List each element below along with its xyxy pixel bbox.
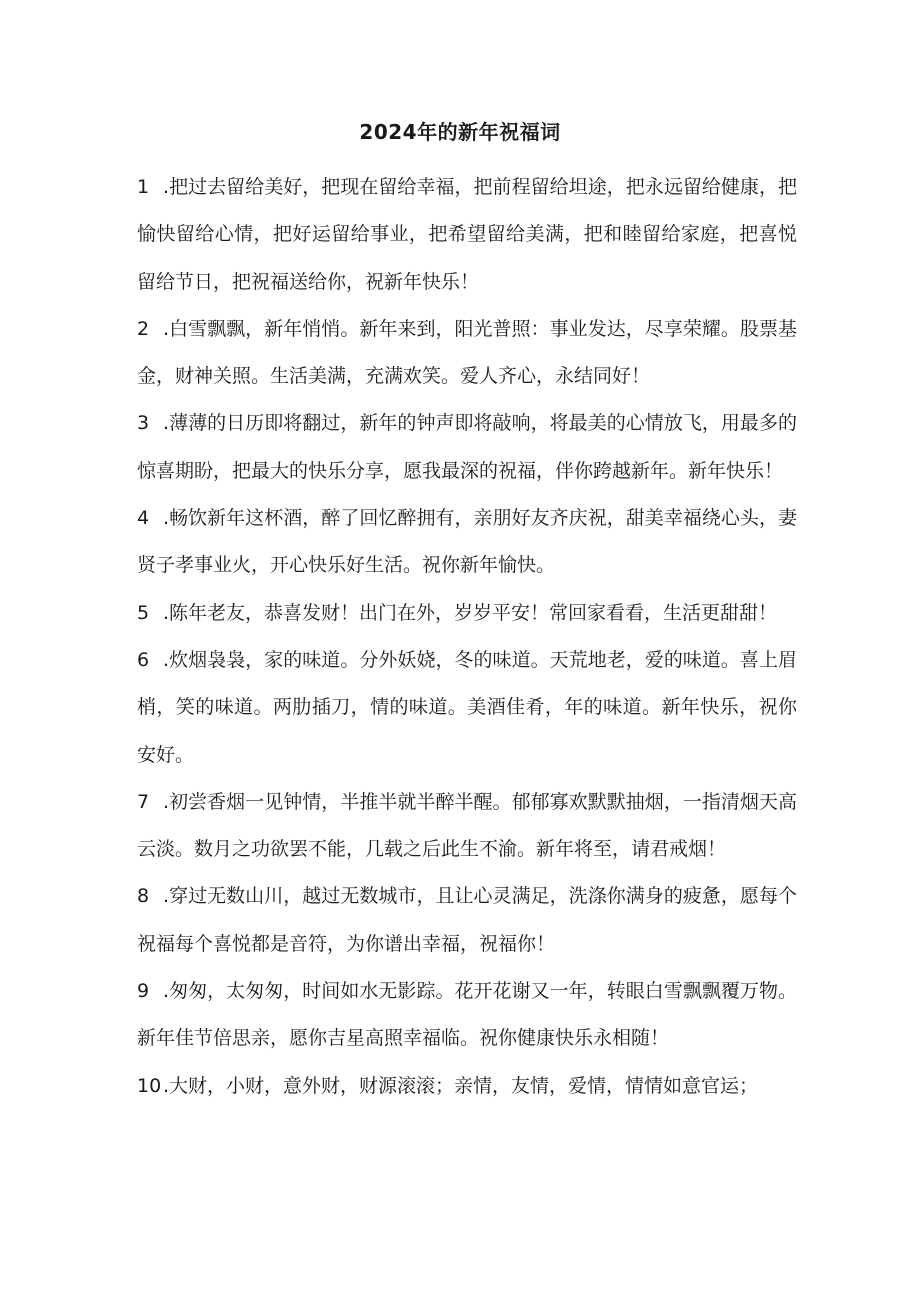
list-item — [137, 779, 797, 874]
list-item — [137, 968, 797, 1063]
item-text: .穿过无数山川，越过无数城市，且让心灵满足，洗涤你满身的疲惫，愿每个祝福每个喜悦都是音符，为你谱出幸福，祝福你！ — [137, 885, 797, 955]
item-number: 9 — [137, 980, 150, 1003]
item-text: .初尝香烟一见钟情，半推半就半醉半醒。郁郁寡欢默默抽烟，一指清烟天高云淡。数月之功欲罢不能，几载之后此生不渝。新年将至，请君戒烟！ — [137, 790, 797, 861]
item-text: .匆匆，太匆匆，时间如水无影踪。花开花谢又一年，转眼白雪飘飘覆万物。新年佳节倍思亲，愿你吉星高照幸福临。祝你健康快乐永相随！ — [137, 980, 797, 1050]
item-text: .畅饮新年这杯酒，醉了回忆醉拥有，亲朋好友齐庆祝，甜美幸福绕心头，妻贤子孝事业火，开心快乐好生活。祝你新年愉快。 — [137, 507, 797, 577]
item-number: 8 — [137, 885, 150, 908]
list-item — [137, 495, 797, 590]
list-item — [137, 1063, 797, 1110]
wish-list — [137, 164, 797, 1110]
item-number: 10 — [137, 1074, 162, 1097]
item-number: 6 — [137, 648, 150, 671]
list-item — [137, 590, 797, 637]
item-number: 4 — [137, 507, 150, 530]
item-number: 2 — [137, 317, 150, 340]
item-number: 1 — [137, 176, 150, 198]
item-text: .大财，小财，意外财，财源滚滚；亲情，友情，爱情，情情如意官运； — [163, 1074, 759, 1097]
list-item — [137, 306, 797, 401]
item-text: .薄薄的日历即将翻过，新年的钟声即将敲响，将最美的心情放飞，用最多的惊喜期盼，把最大的快乐分享，愿我最深的祝福，伴你跨越新年。新年快乐！ — [137, 412, 797, 482]
item-text: .把过去留给美好，把现在留给幸福，把前程留给坦途，把永远留给健康，把愉快留给心情，把好运留给事业，把希望留给美满，把和睦留给家庭，把喜悦留给节日，把祝福送给你，祝新年快乐！ — [137, 176, 797, 293]
item-text: .白雪飘飘，新年悄悄。新年来到，阳光普照：事业发达，尽享荣耀。股票基金，财神关照。生活美满，充满欢笑。爱人齐心，永结同好！ — [137, 317, 797, 388]
list-item — [137, 637, 797, 779]
item-number: 3 — [137, 412, 150, 435]
list-item — [137, 164, 797, 306]
item-text: .陈年老友，恭喜发财！出门在外，岁岁平安！常回家看看，生活更甜甜！ — [163, 601, 778, 624]
item-number: 7 — [137, 790, 150, 813]
item-text: .炊烟袅袅，家的味道。分外妖娆，冬的味道。天荒地老，爱的味道。喜上眉梢，笑的味道。两肋插刀，情的味道。美酒佳肴，年的味道。新年快乐，祝你安好。 — [137, 648, 797, 766]
document-title: 2024年的新年祝福词 — [359, 120, 561, 144]
item-number: 5 — [137, 601, 150, 624]
list-item — [137, 400, 797, 495]
list-item — [137, 873, 797, 968]
